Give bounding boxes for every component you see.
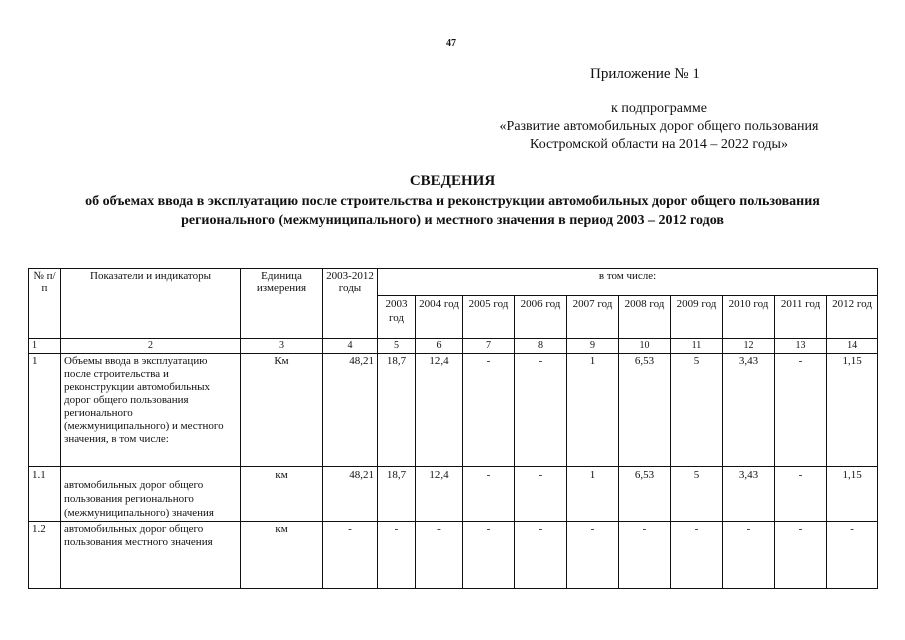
row-year-value: 6,53 — [619, 354, 671, 467]
column-index: 2 — [61, 339, 241, 354]
subtitle-line: регионального (межмуниципального) и местного значения в период 2003 – 2012 годов — [181, 213, 724, 228]
column-index: 11 — [671, 339, 723, 354]
header-indicators: Показатели и индикаторы — [61, 269, 241, 339]
column-index-row — [29, 339, 878, 354]
subprogram-line: «Развитие автомобильных дорог общего пользования — [499, 119, 819, 134]
row-year-value: 1,15 — [827, 354, 878, 467]
row-num: 1.2 — [29, 522, 61, 589]
header-row — [29, 269, 878, 296]
row-year-value: - — [775, 354, 827, 467]
header-year: 2007 год — [567, 296, 619, 339]
row-year-value: - — [378, 522, 416, 589]
header-including: в том числе: — [378, 269, 878, 296]
row-year-value: 5 — [671, 467, 723, 522]
subprogram-reference — [452, 100, 866, 154]
row-year-value: - — [515, 522, 567, 589]
row-year-value: - — [463, 522, 515, 589]
column-index: 6 — [416, 339, 463, 354]
header-year: 2009 год — [671, 296, 723, 339]
row-year-value: 1 — [567, 354, 619, 467]
row-year-value: 18,7 — [378, 467, 416, 522]
appendix-label: Приложение № 1 — [590, 66, 700, 82]
table-row — [29, 467, 878, 522]
header-year: 2003 год — [378, 296, 416, 339]
row-num: 1 — [29, 354, 61, 467]
row-year-value: 1,15 — [827, 467, 878, 522]
column-index: 3 — [241, 339, 323, 354]
page-number: 47 — [446, 38, 456, 49]
row-year-value: 1 — [567, 467, 619, 522]
column-index: 14 — [827, 339, 878, 354]
row-unit: Км — [241, 354, 323, 467]
header-total: 2003-2012 годы — [323, 269, 378, 339]
row-year-value: 18,7 — [378, 354, 416, 467]
row-name: Объемы ввода в эксплуатацию после строительства и реконструкции автомобильных дорог общего пользования регионального (межмуниципального) и местного значения, в том числе: — [61, 354, 241, 467]
document-subtitle — [50, 192, 855, 230]
column-index: 10 — [619, 339, 671, 354]
row-year-value: 12,4 — [416, 467, 463, 522]
row-year-value: 6,53 — [619, 467, 671, 522]
column-index: 5 — [378, 339, 416, 354]
column-index: 8 — [515, 339, 567, 354]
row-year-value: - — [515, 467, 567, 522]
column-index: 1 — [29, 339, 61, 354]
column-index: 13 — [775, 339, 827, 354]
row-year-value: 5 — [671, 354, 723, 467]
subtitle-line: об объемах ввода в эксплуатацию после строительства и реконструкции автомобильных дорог общего пользования — [85, 194, 820, 209]
row-year-value: 12,4 — [416, 354, 463, 467]
header-year: 2004 год — [416, 296, 463, 339]
document-title: СВЕДЕНИЯ — [409, 173, 496, 189]
row-unit: км — [241, 467, 323, 522]
row-year-value: - — [775, 467, 827, 522]
row-year-value: - — [463, 467, 515, 522]
header-year: 2005 год — [463, 296, 515, 339]
row-year-value: - — [463, 354, 515, 467]
row-year-value: - — [567, 522, 619, 589]
row-year-value: - — [723, 522, 775, 589]
table-row — [29, 522, 878, 589]
column-index: 9 — [567, 339, 619, 354]
header-year: 2006 год — [515, 296, 567, 339]
row-year-value: 3,43 — [723, 467, 775, 522]
column-index: 4 — [323, 339, 378, 354]
header-year: 2012 год — [827, 296, 878, 339]
header-num: № п/п — [29, 269, 61, 339]
header-year: 2011 год — [775, 296, 827, 339]
row-total: 48,21 — [323, 467, 378, 522]
row-name: автомобильных дорог общего пользования регионального (межмуниципального) значения — [61, 467, 241, 522]
table-row — [29, 354, 878, 467]
header-year: 2008 год — [619, 296, 671, 339]
header-unit: Единица измерения — [241, 269, 323, 339]
row-unit: км — [241, 522, 323, 589]
row-total: - — [323, 522, 378, 589]
row-year-value: - — [827, 522, 878, 589]
row-year-value: - — [619, 522, 671, 589]
row-year-value: - — [775, 522, 827, 589]
row-num: 1.1 — [29, 467, 61, 522]
data-table — [28, 268, 878, 589]
row-total: 48,21 — [323, 354, 378, 467]
subprogram-line: к подпрограмме — [611, 101, 707, 116]
header-year: 2010 год — [723, 296, 775, 339]
column-index: 7 — [463, 339, 515, 354]
subprogram-line: Костромской области на 2014 – 2022 годы» — [530, 137, 788, 152]
column-index: 12 — [723, 339, 775, 354]
row-year-value: - — [416, 522, 463, 589]
row-year-value: - — [671, 522, 723, 589]
row-year-value: 3,43 — [723, 354, 775, 467]
row-year-value: - — [515, 354, 567, 467]
row-name: автомобильных дорог общего пользования местного значения — [61, 522, 241, 589]
